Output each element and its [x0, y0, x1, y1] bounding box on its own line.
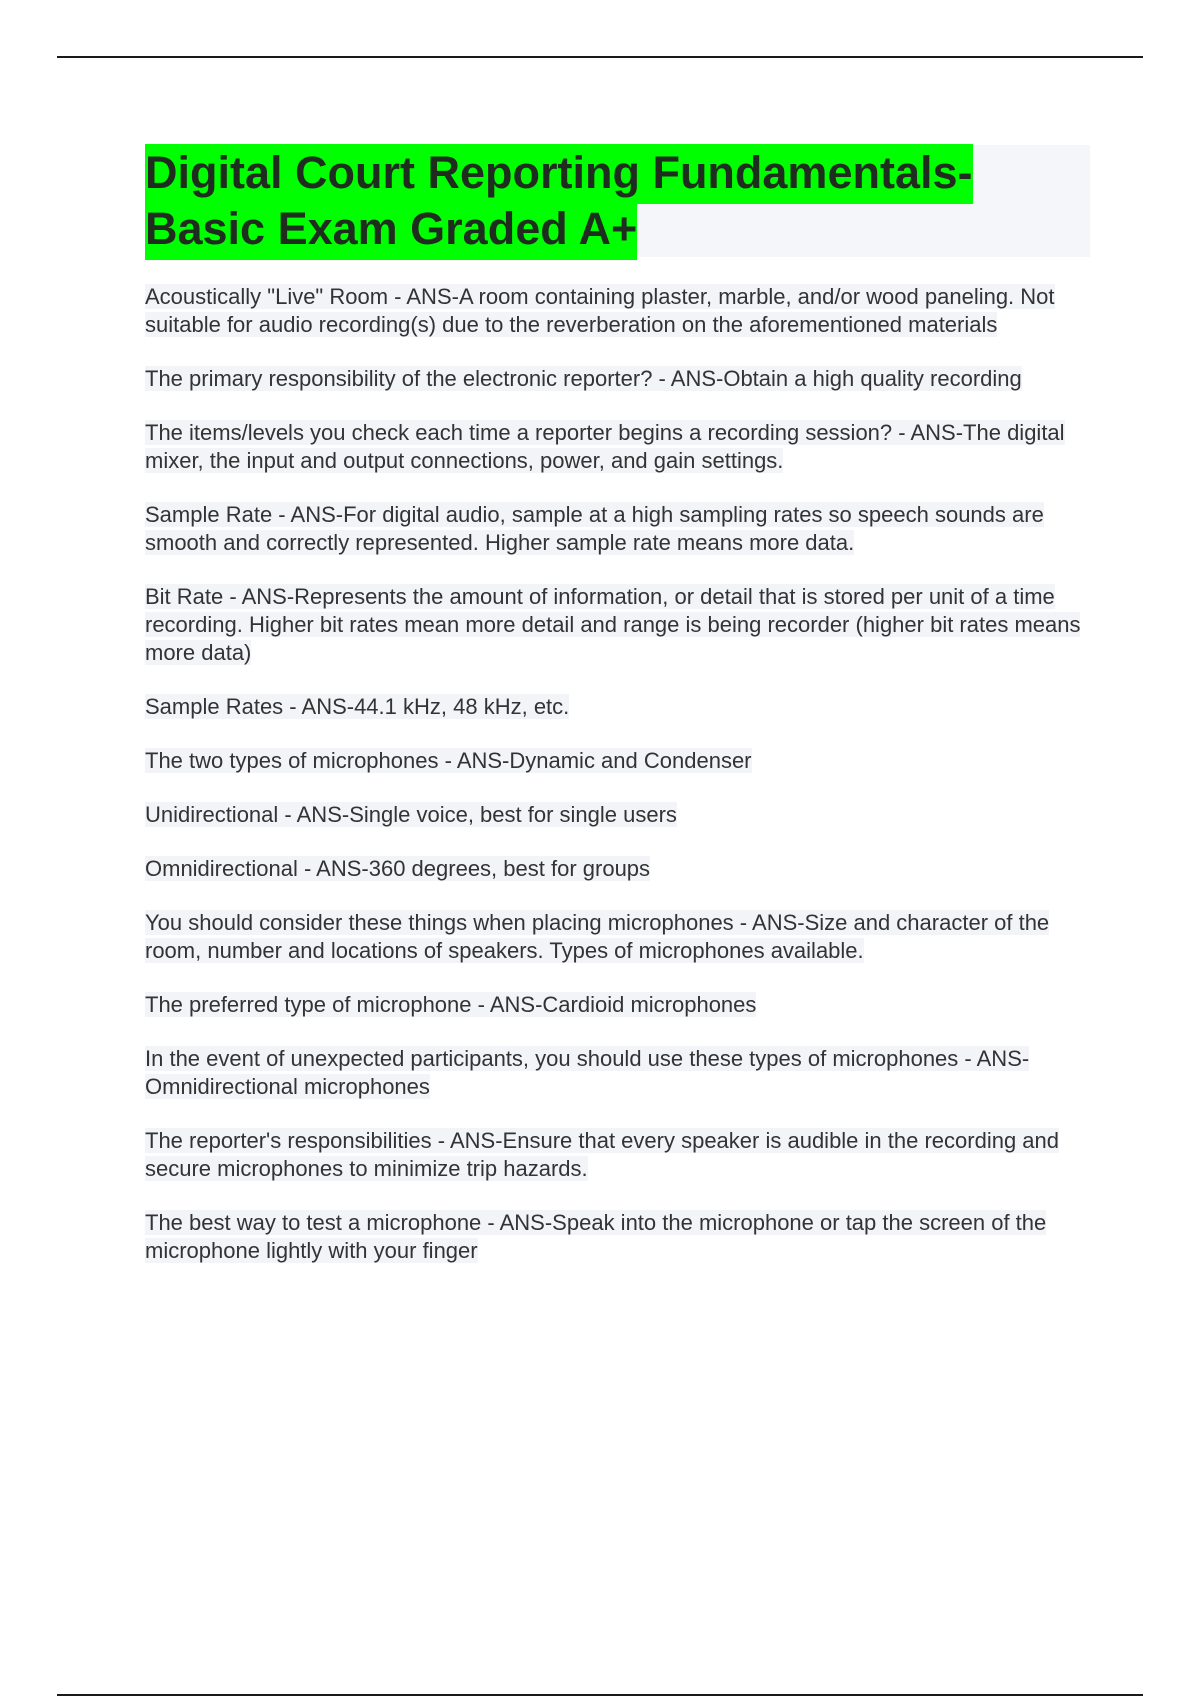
- qa-entry: [145, 583, 1090, 667]
- qa-entry-text: The reporter's responsibilities - ANS-Ensure that every speaker is audible in the recording and secure microphones to minimize trip hazards.: [145, 1128, 1059, 1181]
- qa-entry: [145, 909, 1090, 965]
- qa-entry-text: The preferred type of microphone - ANS-Cardioid microphones: [145, 992, 757, 1017]
- qa-entry-text: In the event of unexpected participants, you should use these types of microphones - ANS-Omnidirectional microphones: [145, 1046, 1030, 1099]
- qa-entry-text: Bit Rate - ANS-Represents the amount of information, or detail that is stored per unit of a time recording. Higher bit rates mean more detail and range is being recorder (higher bit rates means more data): [145, 584, 1081, 665]
- qa-entry-text: Sample Rate - ANS-For digital audio, sample at a high sampling rates so speech sounds are smooth and correctly represented. Higher sample rate means more data.: [145, 502, 1044, 555]
- qa-entry: [145, 1045, 1090, 1101]
- qa-entry-text: The primary responsibility of the electronic reporter? - ANS-Obtain a high quality recording: [145, 366, 1022, 391]
- title-block: [145, 145, 1090, 257]
- document-body: [145, 145, 1090, 1291]
- qa-entry: [145, 991, 1090, 1019]
- qa-entry: [145, 1209, 1090, 1265]
- qa-entry-text: You should consider these things when placing microphones - ANS-Size and character of the room, number and locations of speakers. Types of microphones available.: [145, 910, 1050, 963]
- qa-entry: [145, 501, 1090, 557]
- qa-list: [145, 283, 1090, 1265]
- qa-entry-text: The items/levels you check each time a reporter begins a recording session? - ANS-The digital mixer, the input and output connections, power, and gain settings.: [145, 420, 1065, 473]
- qa-entry: [145, 419, 1090, 475]
- qa-entry: [145, 801, 1090, 829]
- qa-entry: [145, 747, 1090, 775]
- document-title: [145, 144, 973, 260]
- qa-entry: [145, 365, 1090, 393]
- qa-entry-text: The best way to test a microphone - ANS-Speak into the microphone or tap the screen of the microphone lightly with your finger: [145, 1210, 1047, 1263]
- header-rule: [57, 56, 1143, 58]
- title-highlight: Digital Court Reporting Fundamentals- Basic Exam Graded A+: [145, 144, 973, 260]
- qa-entry-text: Omnidirectional - ANS-360 degrees, best for groups: [145, 856, 651, 881]
- qa-entry-text: Unidirectional - ANS-Single voice, best for single users: [145, 802, 677, 827]
- qa-entry: [145, 283, 1090, 339]
- qa-entry: [145, 855, 1090, 883]
- qa-entry-text: Acoustically "Live" Room - ANS-A room containing plaster, marble, and/or wood paneling. Not suitable for audio recording(s) due to the reverberation on the aforementioned materials: [145, 284, 1055, 337]
- footer-rule: [57, 1694, 1143, 1696]
- qa-entry: [145, 693, 1090, 721]
- qa-entry-text: Sample Rates - ANS-44.1 kHz, 48 kHz, etc.: [145, 694, 570, 719]
- qa-entry-text: The two types of microphones - ANS-Dynamic and Condenser: [145, 748, 752, 773]
- qa-entry: [145, 1127, 1090, 1183]
